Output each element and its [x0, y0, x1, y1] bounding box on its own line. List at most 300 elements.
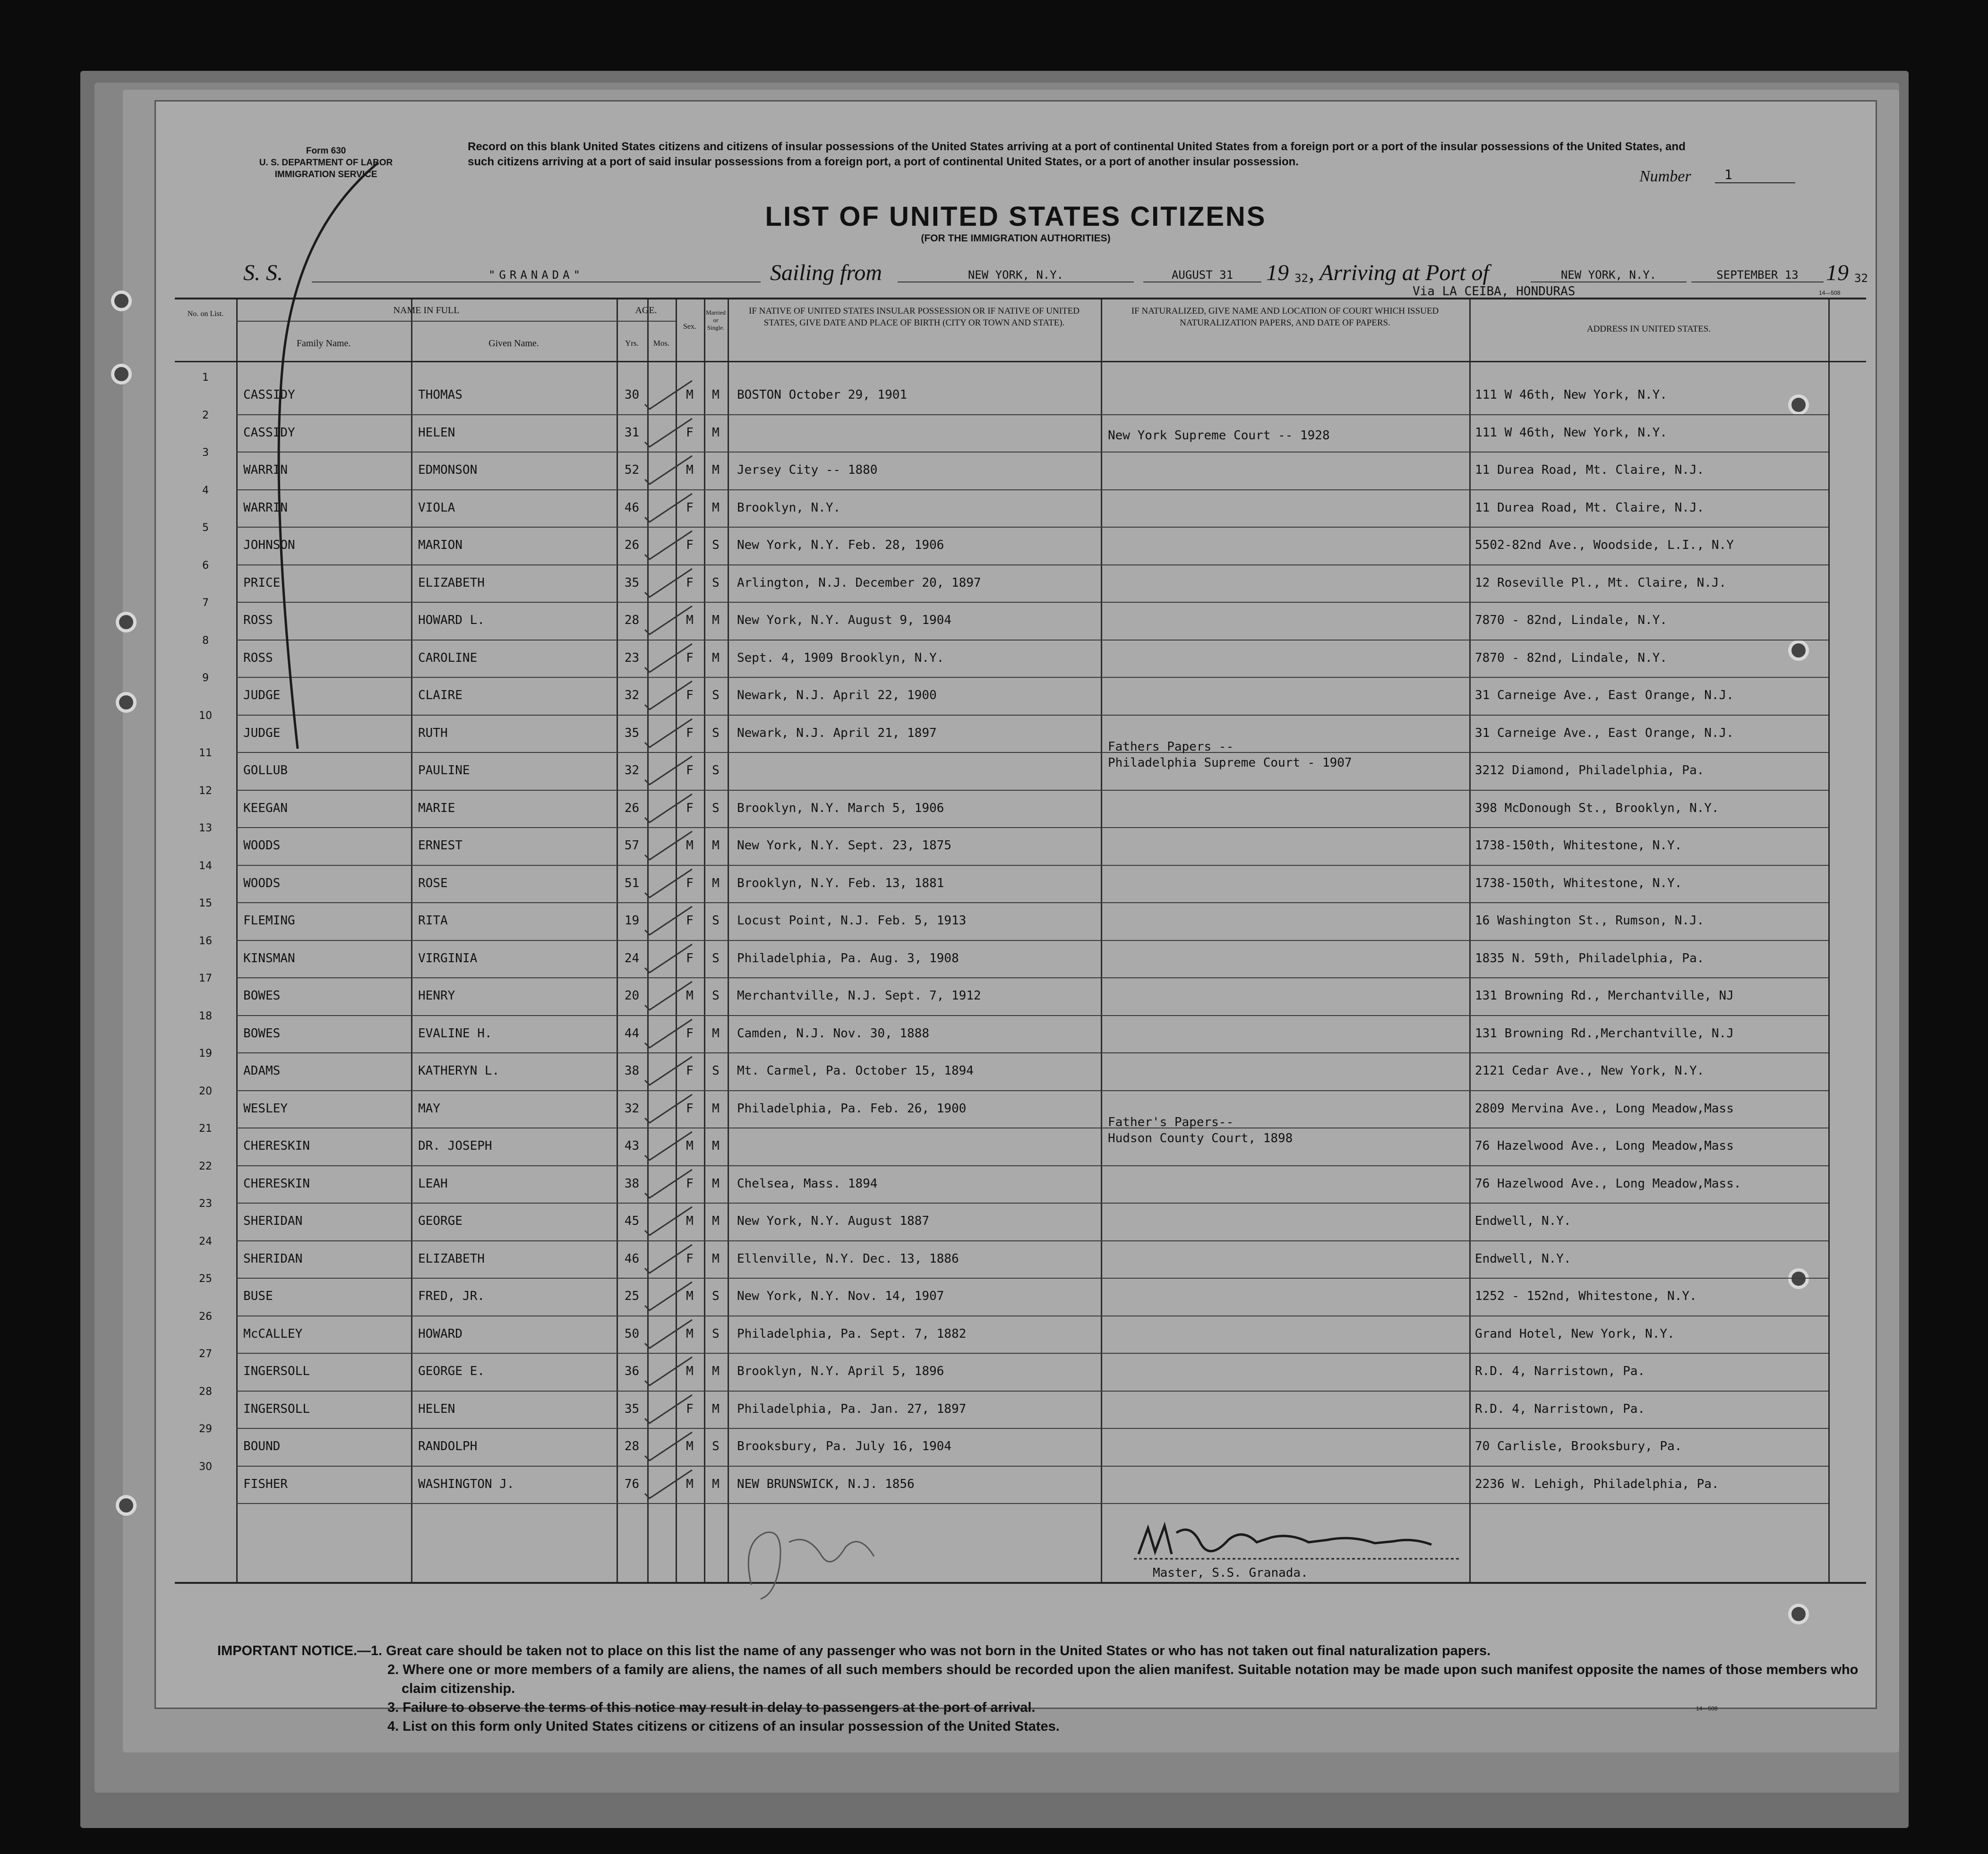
cell-address: 2121 Cedar Ave., New York, N.Y.	[1475, 1064, 1705, 1078]
cell-birth: Arlington, N.J. December 20, 1897	[737, 575, 981, 590]
cell-no: 14	[199, 860, 212, 872]
cell-yrs: 26	[624, 801, 640, 815]
cell-no: 6	[202, 559, 209, 572]
cell-sex: M	[686, 1139, 694, 1153]
cell-family: WOODS	[243, 838, 281, 853]
cell-no: 4	[202, 484, 209, 496]
check-mark-icon	[643, 1017, 694, 1050]
cell-address: 16 Washington St., Rumson, N.J.	[1475, 914, 1705, 928]
cell-given: ROSE	[418, 876, 448, 890]
cell-given: EVALINE H.	[418, 1026, 492, 1041]
check-mark-icon	[643, 1167, 694, 1200]
sailing-from-label: Sailing from	[770, 260, 882, 285]
check-mark-icon	[643, 641, 694, 675]
via-port: Via LA CEIBA, HONDURAS	[1413, 284, 1576, 299]
cell-no: 28	[199, 1385, 212, 1398]
cell-given: RITA	[418, 914, 448, 928]
cell-ms: S	[712, 575, 720, 590]
cell-birth: New York, N.Y. Feb. 28, 1906	[737, 538, 944, 552]
sailing-date-field: AUGUST 31	[1143, 268, 1261, 282]
cell-address: 1738-150th, Whitestone, N.Y.	[1475, 876, 1682, 890]
cell-ms: S	[712, 989, 720, 1003]
check-mark-icon	[643, 491, 694, 524]
cell-family: KINSMAN	[243, 951, 295, 965]
cell-birth: Camden, N.J. Nov. 30, 1888	[737, 1026, 929, 1041]
page-title: LIST OF UNITED STATES CITIZENS	[765, 201, 1267, 232]
row-rule	[236, 1165, 1828, 1166]
check-mark-icon	[643, 679, 694, 712]
master-signature	[1129, 1514, 1469, 1566]
cell-yrs: 20	[624, 989, 640, 1003]
cell-given: CAROLINE	[418, 650, 478, 665]
cell-family: CHERESKIN	[243, 1139, 310, 1153]
cell-birth: Brooklyn, N.Y. April 5, 1896	[737, 1364, 944, 1378]
cell-family: JOHNSON	[243, 538, 295, 552]
cell-sex: M	[686, 1289, 694, 1303]
cell-yrs: 26	[624, 538, 640, 552]
ink-stroke	[241, 158, 383, 867]
cell-sex: M	[686, 1214, 694, 1228]
cell-ms: M	[712, 876, 720, 890]
cell-address: 76 Hazelwood Ave., Long Meadow,Mass.	[1475, 1176, 1741, 1191]
cell-family: ROSS	[243, 613, 273, 627]
row-rule	[236, 1503, 1828, 1504]
cell-birth: Chelsea, Mass. 1894	[737, 1176, 878, 1191]
header-married-single: Married or Single.	[706, 309, 726, 331]
sailing-year-prefix: 19	[1266, 260, 1289, 285]
notice-item-4: 4. List on this form only United States citizens or citizens of an insular possession of the United States.	[387, 1719, 1060, 1734]
check-mark-icon	[643, 942, 694, 975]
binder-hole-icon	[111, 290, 132, 311]
binder-hole-icon	[116, 1495, 137, 1516]
check-mark-icon	[643, 754, 694, 787]
cell-family: BUSE	[243, 1289, 273, 1303]
cell-sex: F	[686, 951, 694, 965]
row-rule	[236, 1052, 1828, 1053]
cell-nat: Fathers Papers -- Philadelphia Supreme Court - 1907	[1108, 740, 1352, 770]
cell-given: HOWARD L.	[418, 613, 485, 627]
cell-given: MARIE	[418, 801, 455, 815]
sailing-port-field: NEW YORK, N.Y.	[898, 268, 1134, 282]
header-years: Yrs.	[625, 339, 639, 348]
cell-address: 5502-82nd Ave., Woodside, L.I., N.Y	[1475, 538, 1734, 552]
notice-item-2: 2. Where one or more members of a family are aliens, the names of all such members should be recorded upon the alien manifest. Suitable notation may be made upon such manifest opposite the names of those members who claim citizenship.	[387, 1662, 1859, 1696]
check-mark-icon	[643, 378, 694, 411]
cell-ms: M	[712, 650, 720, 665]
cell-given: MARION	[418, 538, 463, 552]
cell-sex: M	[686, 1326, 694, 1341]
cell-ms: M	[712, 1214, 720, 1228]
check-mark-icon	[643, 1468, 694, 1501]
cell-address: 76 Hazelwood Ave., Long Meadow,Mass	[1475, 1139, 1734, 1153]
cell-given: HENRY	[418, 989, 455, 1003]
cell-yrs: 25	[624, 1289, 640, 1303]
cell-no: 16	[199, 935, 212, 947]
cell-address: 2809 Mervina Ave., Long Meadow,Mass	[1475, 1101, 1734, 1116]
cell-no: 24	[199, 1235, 212, 1247]
cell-family: CHERESKIN	[243, 1176, 310, 1191]
cell-family: PRICE	[243, 575, 281, 590]
cell-address: 11 Durea Road, Mt. Claire, N.J.	[1475, 500, 1705, 515]
cell-sex: F	[686, 425, 694, 440]
cell-sex: M	[686, 989, 694, 1003]
cell-address: R.D. 4, Narristown, Pa.	[1475, 1401, 1645, 1416]
cell-given: HELEN	[418, 1401, 455, 1416]
row-rule	[236, 414, 1828, 415]
cell-ms: M	[712, 1026, 720, 1041]
cell-address: 7870 - 82nd, Lindale, N.Y.	[1475, 650, 1667, 665]
cell-no: 17	[199, 973, 212, 984]
cell-given: HOWARD	[418, 1326, 463, 1341]
cell-no: 19	[199, 1048, 212, 1059]
check-mark-icon	[643, 453, 694, 487]
cell-yrs: 35	[624, 575, 640, 590]
cell-family: CASSIDY	[243, 388, 295, 402]
cell-no: 25	[199, 1273, 212, 1285]
cell-family: JUDGE	[243, 688, 281, 702]
cell-family: McCALLEY	[243, 1326, 303, 1341]
cell-no: 1	[202, 372, 209, 384]
cell-address: Endwell, N.Y.	[1475, 1214, 1571, 1228]
check-mark-icon	[643, 1242, 694, 1275]
cell-given: WASHINGTON J.	[418, 1477, 514, 1491]
ship-name-field: "GRANADA"	[312, 268, 761, 282]
cell-family: BOWES	[243, 989, 281, 1003]
cell-sex: F	[686, 500, 694, 515]
cell-yrs: 57	[624, 838, 640, 853]
cell-ms: M	[712, 1364, 720, 1378]
form-identifier: Form 630 U. S. DEPARTMENT OF LABOR IMMIGRATION SERVICE	[259, 146, 393, 179]
cell-address: Endwell, N.Y.	[1475, 1251, 1571, 1266]
cell-sex: M	[686, 1477, 694, 1491]
row-rule	[236, 602, 1828, 603]
cell-sex: M	[686, 838, 694, 853]
cell-family: INGERSOLL	[243, 1364, 310, 1378]
cell-sex: F	[686, 914, 694, 928]
cell-given: RANDOLPH	[418, 1439, 478, 1453]
number-field: 1	[1715, 167, 1795, 183]
cell-address: 131 Browning Rd.,Merchantville, N.J	[1475, 1026, 1734, 1041]
cell-address: 2236 W. Lehigh, Philadelphia, Pa.	[1475, 1477, 1719, 1491]
cell-address: 7870 - 82nd, Lindale, N.Y.	[1475, 613, 1667, 627]
cell-ms: S	[712, 763, 720, 777]
row-rule	[236, 1428, 1828, 1429]
cell-ms: S	[712, 951, 720, 965]
check-mark-icon	[643, 1317, 694, 1350]
cell-yrs: 38	[624, 1064, 640, 1078]
row-rule	[236, 1278, 1828, 1279]
header-age: AGE.	[635, 305, 657, 316]
cell-given: HELEN	[418, 425, 455, 440]
check-mark-icon	[643, 1280, 694, 1313]
pencil-annotation	[732, 1514, 902, 1608]
cell-no: 5	[202, 522, 209, 534]
form-code: 14—508	[1819, 290, 1841, 296]
check-mark-icon	[643, 717, 694, 750]
row-rule	[236, 489, 1828, 490]
footer-code: 14—508	[1696, 1705, 1718, 1712]
row-rule	[236, 715, 1828, 716]
cell-birth: Philadelphia, Pa. Sept. 7, 1882	[737, 1326, 967, 1341]
cell-sex: M	[686, 463, 694, 477]
cell-address: 12 Roseville Pl., Mt. Claire, N.J.	[1475, 575, 1727, 590]
master-caption: Master, S.S. Granada.	[1153, 1566, 1308, 1580]
cell-ms: M	[712, 463, 720, 477]
header-naturalization: IF NATURALIZED, GIVE NAME AND LOCATION OF COURT WHICH ISSUED NATURALIZATION PAPERS, AND DATE OF PAPERS.	[1131, 306, 1439, 328]
intro-instructions: Record on this blank United States citizens and citizens of insular possessions of the United States arriving at a port of continental United States from a foreign port or a port of the insular possessions of the United States, and such citizens arriving at a port of said insular possessions from a foreign port, a port of continental United States, or a port of another insular possession.	[468, 140, 1686, 168]
check-mark-icon	[643, 1205, 694, 1238]
cell-address: 111 W 46th, New York, N.Y.	[1475, 388, 1667, 402]
cell-family: SHERIDAN	[243, 1251, 303, 1266]
cell-yrs: 50	[624, 1326, 640, 1341]
cell-address: 1738-150th, Whitestone, N.Y.	[1475, 838, 1682, 853]
cell-ms: M	[712, 1401, 720, 1416]
cell-birth: Brooksbury, Pa. July 16, 1904	[737, 1439, 951, 1453]
cell-ms: S	[712, 1439, 720, 1453]
cell-given: MAY	[418, 1101, 440, 1116]
row-rule	[236, 1391, 1828, 1392]
row-rule	[236, 452, 1828, 453]
cell-given: GEORGE E.	[418, 1364, 485, 1378]
cell-birth: Merchantville, N.J. Sept. 7, 1912	[737, 989, 981, 1003]
cell-ms: S	[712, 688, 720, 702]
cell-given: FRED, JR.	[418, 1289, 485, 1303]
cell-address: 1252 - 152nd, Whitestone, N.Y.	[1475, 1289, 1697, 1303]
check-mark-icon	[643, 1393, 694, 1426]
cell-no: 20	[199, 1085, 212, 1097]
cell-nat: New York Supreme Court -- 1928	[1108, 428, 1330, 443]
cell-no: 26	[199, 1310, 212, 1323]
cell-birth: BOSTON October 29, 1901	[737, 388, 908, 402]
row-rule	[236, 1353, 1828, 1354]
binder-hole-icon	[116, 612, 137, 632]
cell-birth: New York, N.Y. Nov. 14, 1907	[737, 1289, 944, 1303]
cell-birth: Brooklyn, N.Y. Feb. 13, 1881	[737, 876, 944, 890]
cell-yrs: 44	[624, 1026, 640, 1041]
row-rule	[236, 1203, 1828, 1204]
binder-hole-icon	[1788, 1604, 1809, 1624]
header-name-in-full: NAME IN FULL	[393, 305, 460, 316]
check-mark-icon	[643, 529, 694, 562]
cell-given: VIOLA	[418, 500, 455, 515]
cell-family: WARRIN	[243, 500, 288, 515]
cell-ms: M	[712, 1176, 720, 1191]
cell-address: 70 Carlisle, Brooksbury, Pa.	[1475, 1439, 1682, 1453]
notice-item-1: IMPORTANT NOTICE.—1. Great care should be taken not to place on this list the name of any passenger who was not born in the United States or who has not taken out final naturalization papers.	[217, 1643, 1491, 1658]
cell-sex: F	[686, 1064, 694, 1078]
cell-family: JUDGE	[243, 726, 281, 740]
cell-family: ROSS	[243, 650, 273, 665]
cell-birth: Brooklyn, N.Y. March 5, 1906	[737, 801, 944, 815]
cell-ms: S	[712, 1289, 720, 1303]
cell-birth: Brooklyn, N.Y.	[737, 500, 841, 515]
cell-ms: M	[712, 838, 720, 853]
check-mark-icon	[643, 829, 694, 862]
row-rule	[236, 902, 1828, 903]
check-mark-icon	[643, 979, 694, 1012]
cell-birth: Mt. Carmel, Pa. October 15, 1894	[737, 1064, 974, 1078]
cell-family: SHERIDAN	[243, 1214, 303, 1228]
cell-birth: NEW BRUNSWICK, N.J. 1856	[737, 1477, 915, 1491]
cell-birth: Sept. 4, 1909 Brooklyn, N.Y.	[737, 650, 944, 665]
cell-yrs: 76	[624, 1477, 640, 1491]
cell-no: 2	[202, 409, 209, 421]
cell-ms: M	[712, 388, 720, 402]
cell-nat: Father's Papers-- Hudson County Court, 1898	[1108, 1115, 1293, 1145]
arriving-label: , Arriving at Port of	[1309, 260, 1489, 285]
cell-given: KATHERYN L.	[418, 1064, 500, 1078]
cell-yrs: 32	[624, 1101, 640, 1116]
cell-sex: F	[686, 538, 694, 552]
row-rule	[236, 527, 1828, 528]
check-mark-icon	[643, 1054, 694, 1087]
cell-yrs: 51	[624, 876, 640, 890]
cell-family: FLEMING	[243, 914, 295, 928]
cell-family: WARRIN	[243, 463, 288, 477]
cell-yrs: 46	[624, 500, 640, 515]
cell-sex: F	[686, 876, 694, 890]
header-birth-place: IF NATIVE OF UNITED STATES INSULAR POSSESSION OR IF NATIVE OF UNITED STATES, GIVE DATE AND PLACE OF BIRTH (CITY OR TOWN AND STATE).	[749, 306, 1080, 328]
check-mark-icon	[643, 566, 694, 599]
cell-sex: F	[686, 1401, 694, 1416]
cell-no: 21	[199, 1123, 212, 1135]
check-mark-icon	[643, 1430, 694, 1463]
cell-given: ELIZABETH	[418, 575, 485, 590]
cell-yrs: 24	[624, 951, 640, 965]
row-rule	[236, 564, 1828, 565]
row-rule	[236, 827, 1828, 828]
cell-given: GEORGE	[418, 1214, 463, 1228]
cell-family: WESLEY	[243, 1101, 288, 1116]
cell-yrs: 43	[624, 1139, 640, 1153]
manifest-sheet	[156, 102, 1876, 1734]
cell-ms: M	[712, 1477, 720, 1491]
cell-no: 18	[199, 1010, 212, 1022]
cell-family: FISHER	[243, 1477, 288, 1491]
cell-given: ERNEST	[418, 838, 463, 853]
cell-sex: F	[686, 688, 694, 702]
cell-birth: Philadelphia, Pa. Aug. 3, 1908	[737, 951, 959, 965]
cell-address: Grand Hotel, New York, N.Y.	[1475, 1326, 1675, 1341]
cell-family: BOUND	[243, 1439, 281, 1453]
binder-hole-icon	[116, 692, 137, 713]
cell-sex: M	[686, 1439, 694, 1453]
cell-given: CLAIRE	[418, 688, 463, 702]
check-mark-icon	[643, 904, 694, 937]
cell-sex: F	[686, 650, 694, 665]
cell-yrs: 28	[624, 1439, 640, 1453]
row-rule	[236, 977, 1828, 978]
passenger-table	[175, 298, 1866, 1584]
cell-ms: M	[712, 425, 720, 440]
cell-birth: Philadelphia, Pa. Jan. 27, 1897	[737, 1401, 967, 1416]
cell-address: 3212 Diamond, Philadelphia, Pa.	[1475, 763, 1705, 777]
cell-ms: M	[712, 500, 720, 515]
check-mark-icon	[643, 1129, 694, 1162]
cell-family: WOODS	[243, 876, 281, 890]
cell-sex: F	[686, 575, 694, 590]
cell-no: 22	[199, 1160, 212, 1172]
page-subtitle: (FOR THE IMMIGRATION AUTHORITIES)	[921, 233, 1111, 244]
header-no-on-list: No. on List.	[187, 310, 224, 318]
cell-address: R.D. 4, Narristown, Pa.	[1475, 1364, 1645, 1378]
cell-yrs: 45	[624, 1214, 640, 1228]
cell-no: 27	[199, 1348, 212, 1360]
cell-ms: S	[712, 1064, 720, 1078]
cell-no: 7	[202, 597, 209, 609]
cell-sex: M	[686, 388, 694, 402]
cell-yrs: 32	[624, 688, 640, 702]
cell-address: 131 Browning Rd., Merchantville, NJ	[1475, 989, 1734, 1003]
arrival-port-field: NEW YORK, N.Y.	[1531, 268, 1687, 282]
cell-address: 31 Carneige Ave., East Orange, N.J.	[1475, 688, 1734, 702]
cell-yrs: 19	[624, 914, 640, 928]
cell-birth: New York, N.Y. August 9, 1904	[737, 613, 951, 627]
header-months: Mos.	[653, 339, 670, 348]
cell-birth: Newark, N.J. April 21, 1897	[737, 726, 937, 740]
cell-address: 31 Carneige Ave., East Orange, N.J.	[1475, 726, 1734, 740]
cell-sex: F	[686, 801, 694, 815]
cell-sex: F	[686, 1101, 694, 1116]
number-label: Number	[1639, 168, 1691, 185]
cell-address: 11 Durea Road, Mt. Claire, N.J.	[1475, 463, 1705, 477]
cell-yrs: 38	[624, 1176, 640, 1191]
cell-no: 3	[202, 447, 209, 459]
cell-no: 15	[199, 897, 212, 909]
arrival-date-field: SEPTEMBER 13	[1691, 268, 1824, 282]
cell-ms: S	[712, 1326, 720, 1341]
cell-sex: F	[686, 763, 694, 777]
cell-address: 398 McDonough St., Brooklyn, N.Y.	[1475, 801, 1719, 815]
cell-ms: S	[712, 538, 720, 552]
cell-no: 30	[199, 1461, 212, 1473]
cell-yrs: 35	[624, 726, 640, 740]
binder-hole-icon	[111, 364, 132, 384]
cell-sex: F	[686, 1176, 694, 1191]
cell-no: 12	[199, 785, 212, 797]
cell-yrs: 32	[624, 763, 640, 777]
cell-given: RUTH	[418, 726, 448, 740]
check-mark-icon	[643, 416, 694, 449]
cell-given: ELIZABETH	[418, 1251, 485, 1266]
row-rule	[236, 752, 1828, 753]
row-rule	[236, 677, 1828, 678]
row-rule	[236, 640, 1828, 641]
cell-no: 10	[199, 709, 212, 722]
cell-ms: M	[712, 613, 720, 627]
header-family-name: Family Name.	[296, 338, 351, 349]
cell-given: VIRGINIA	[418, 951, 478, 965]
cell-yrs: 28	[624, 613, 640, 627]
sailing-year-field: 32	[1294, 272, 1308, 285]
cell-given: EDMONSON	[418, 463, 478, 477]
cell-family: BOWES	[243, 1026, 281, 1041]
arrival-year-prefix: 19	[1826, 260, 1849, 285]
cell-ms: S	[712, 914, 720, 928]
check-mark-icon	[643, 792, 694, 825]
row-rule	[236, 865, 1828, 866]
row-rule	[236, 790, 1828, 791]
cell-address: 1835 N. 59th, Philadelphia, Pa.	[1475, 951, 1705, 965]
cell-ms: S	[712, 726, 720, 740]
cell-given: LEAH	[418, 1176, 448, 1191]
cell-sex: F	[686, 726, 694, 740]
cell-address: 111 W 46th, New York, N.Y.	[1475, 425, 1667, 440]
cell-yrs: 23	[624, 650, 640, 665]
cell-no: 11	[199, 747, 212, 759]
cell-birth: New York, N.Y. August 1887	[737, 1214, 929, 1228]
cell-given: THOMAS	[418, 388, 463, 402]
